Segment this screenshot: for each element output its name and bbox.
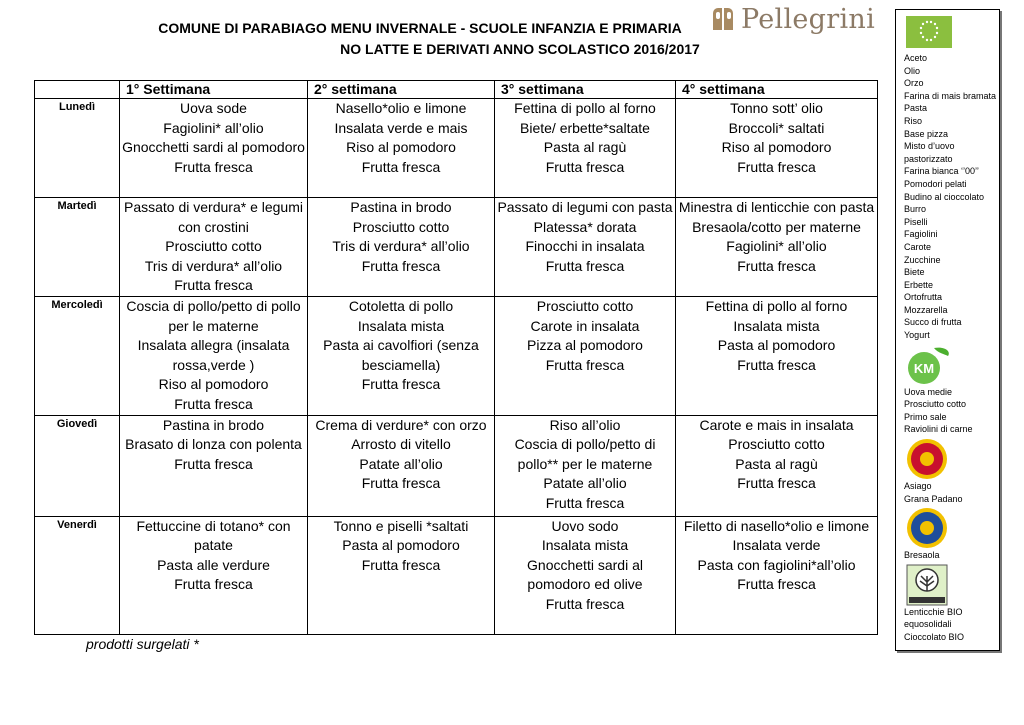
certification-sidebar (895, 9, 1000, 651)
week-header: 2° settimana (308, 81, 495, 99)
table-row (35, 99, 878, 198)
meal-cell: Carote e mais in insalata Prosciutto cotto Pasta al ragù Frutta fresca (699, 416, 854, 492)
day-label: Mercoledì (35, 296, 120, 415)
meal-cell: Passato di verdura* e legumi con crostini Prosciutto cotto Tris di verdura* all’olio Frutta fresca (124, 199, 303, 294)
header-corner-cell (35, 81, 120, 99)
menu-table (34, 80, 878, 635)
igp-products-list: Bresaola (904, 550, 940, 561)
meal-cell: Pastina in brodo Brasato di lonza con polenta Frutta fresca (125, 416, 302, 472)
meal-cell: Riso all’olio Coscia di pollo/petto di pollo** per le materne Patate all’olio Frutta fresca (514, 416, 656, 511)
meal-cell: Coscia di pollo/petto di pollo per le materne Insalata allegra (insalata rossa,verde ) Riso al pomodoro Frutta fresca (126, 297, 301, 412)
frozen-products-footnote: prodotti surgelati * (86, 636, 199, 652)
meal-cell: Fettina di pollo al forno Insalata mista Pasta al pomodoro Frutta fresca (705, 297, 848, 373)
pellegrini-logo-text: Pellegrini (741, 3, 876, 35)
table-row (35, 296, 878, 415)
menu-subtitle: NO LATTE E DERIVATI ANNO SCOLASTICO 2016/2017 (340, 41, 700, 57)
dop-seal-icon (906, 438, 948, 480)
week-header: 4° settimana (676, 81, 878, 99)
meal-cell: Uova sode Fagiolini* all’olio Gnocchetti sardi al pomodoro Frutta fresca (122, 100, 305, 175)
km-zero-logo-icon (904, 346, 952, 386)
meal-cell: Tonno e piselli *saltati Pasta al pomodoro Frutta fresca (333, 517, 469, 573)
km-logo-text: KM (913, 360, 935, 376)
meal-cell: Filetto di nasello*olio e limone Insalata verde Pasta con fagiolini*all’olio Frutta fresca (683, 517, 870, 593)
pellegrini-logo (713, 4, 875, 34)
igp-seal-icon (906, 507, 948, 549)
meal-cell: Cotoletta di pollo Insalata mista Pasta ai cavolfiori (senza besciamella) Frutta fresca (323, 297, 479, 393)
day-label: Venerdì (35, 516, 120, 634)
day-label: Giovedì (35, 415, 120, 516)
meal-cell: Passato di legumi con pasta Platessa* dorata Finocchi in insalata Frutta fresca (497, 199, 673, 274)
fairtrade-tree-logo-icon (906, 564, 948, 606)
meal-cell: Nasello*olio e limone Insalata verde e mais Riso al pomodoro Frutta fresca (334, 100, 468, 175)
dop-products-list: Asiago Grana Padano (904, 481, 963, 504)
fairtrade-products-list: Lenticchie BIO equosolidali Cioccolato BIO (904, 606, 965, 642)
meal-cell: Fettina di pollo al forno Biete/ erbette*saltate Pasta al ragù Frutta fresca (514, 100, 656, 175)
table-row (35, 516, 878, 634)
day-label: Lunedì (35, 99, 120, 198)
meal-cell: Prosciutto cotto Carote in insalata Pizza al pomodoro Frutta fresca (527, 297, 643, 373)
meal-cell: Fettuccine di totano* con patate Pasta alle verdure Frutta fresca (136, 517, 291, 593)
eu-organic-leaf-icon (906, 16, 952, 48)
meal-cell: Pastina in brodo Prosciutto cotto Tris di verdura* all’olio Frutta fresca (332, 199, 470, 274)
meal-cell: Minestra di lenticchie con pasta Bresaola/cotto per materne Fagiolini* all’olio Frutta fresca (678, 199, 875, 274)
day-label: Martedì (35, 198, 120, 297)
table-row (35, 198, 878, 297)
pellegrini-logo-icon (713, 8, 735, 30)
menu-title: COMUNE DI PARABIAGO MENU INVERNALE - SCUOLE INFANZIA E PRIMARIA (158, 20, 682, 36)
organic-products-list: Aceto Olio Orzo Farina di mais bramata Pasta Riso Base pizza Misto d’uovo pastorizzato Farina bianca ‘’00’’ Pomodori pelati Budino al cioccolato Burro Piselli Fagiolini Carote Zucchine Biete Erbette Ortofrutta Mozzarella Succo di frutta Yogurt (904, 53, 997, 341)
meal-cell: Uovo sodo Insalata mista Gnocchetti sardi al pomodoro ed olive Frutta fresca (527, 517, 643, 612)
zero-km-products-list: Uova medie Prosciutto cotto Primo sale Raviolini di carne (904, 386, 973, 435)
meal-cell: Crema di verdure* con orzo Arrosto di vitello Patate all’olio Frutta fresca (315, 416, 487, 492)
week-header: 1° Settimana (120, 81, 308, 99)
meal-cell: Tonno sott’ olio Broccoli* saltati Riso al pomodoro Frutta fresca (721, 100, 832, 175)
table-header-row (35, 81, 878, 99)
table-row (35, 415, 878, 516)
week-header: 3° settimana (495, 81, 676, 99)
